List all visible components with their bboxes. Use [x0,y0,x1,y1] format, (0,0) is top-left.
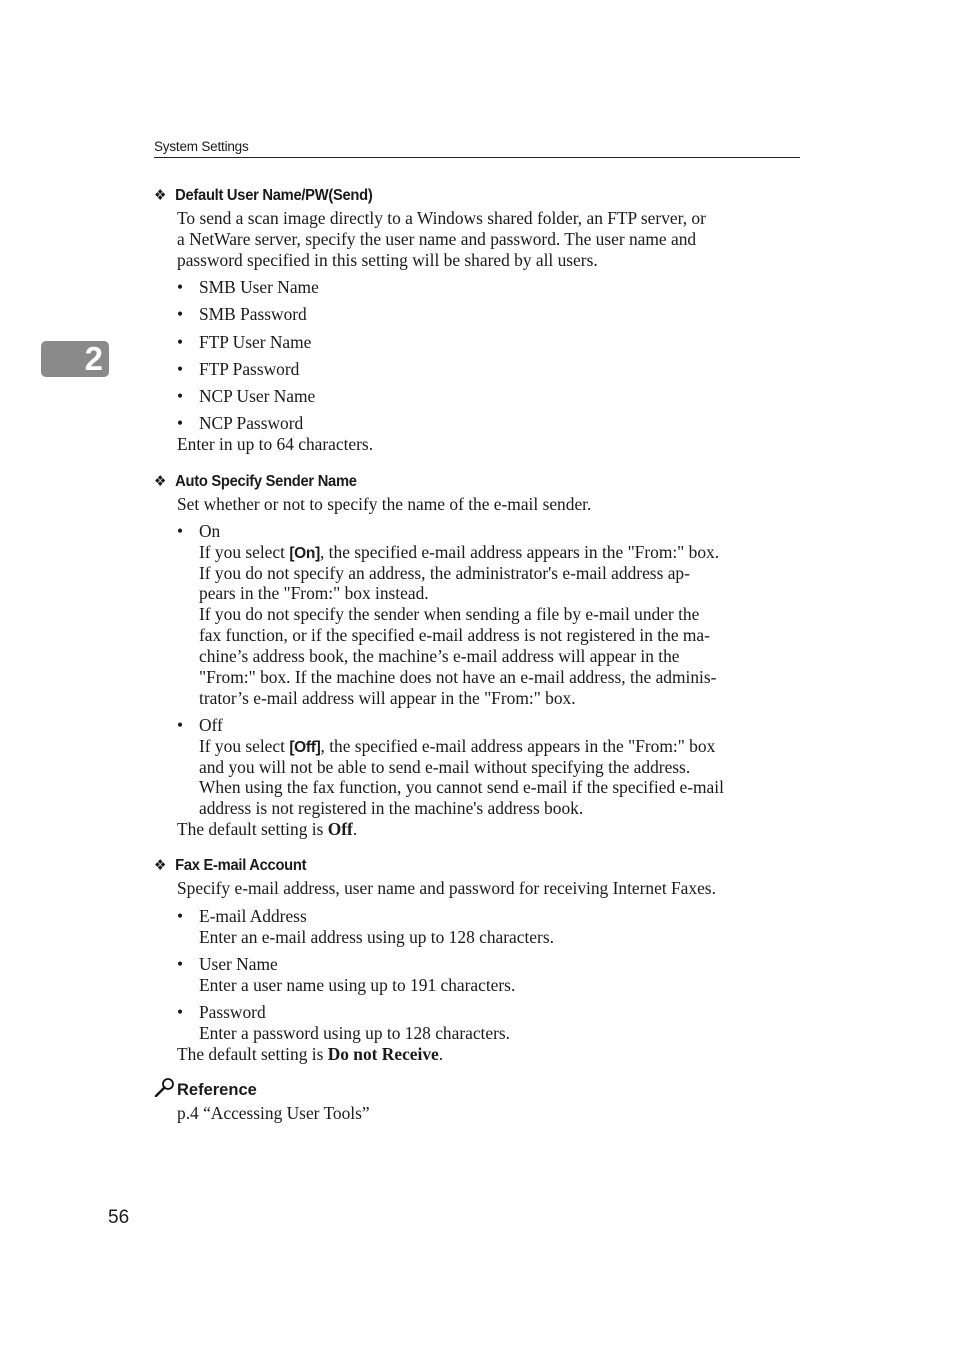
list-item: • SMB User Name [177,277,319,297]
off-description-line: and you will not be able to send e-mail without specifying the address. [199,757,691,777]
diamond-bullet-icon: ❖ [154,187,167,204]
section1-note: Enter in up to 64 characters. [177,434,374,454]
diamond-bullet-icon: ❖ [154,473,167,490]
on-description-line: trator’s e-mail address will appear in the "From:" box. [199,688,576,708]
on-description-line: pears in the "From:" box instead. [199,583,429,603]
on-description-line: "From:" box. If the machine does not have an e-mail address, the adminis- [199,667,717,687]
list-item-on: • On [177,521,221,541]
section1-intro-line: a NetWare server, specify the user name and password. The user name and [177,229,697,249]
list-item: • FTP User Name [177,332,312,352]
list-item: • E-mail Address [177,906,307,926]
on-description-line: If you select [On], the specified e-mail address appears in the "From:" box. [199,542,720,562]
key-label-off: [Off] [289,739,321,756]
on-description-line: If you do not specify an address, the administrator's e-mail address ap- [199,563,690,583]
section1-intro-line: password specified in this setting will be shared by all users. [177,250,598,270]
diamond-bullet-icon: ❖ [154,857,167,874]
off-description-line: If you select [Off], the specified e-mail address appears in the "From:" box [199,736,716,756]
section1-intro-line: To send a scan image directly to a Windows shared folder, an FTP server, or [177,208,706,228]
list-item: • NCP Password [177,413,304,433]
section2-default: The default setting is Off. [177,819,358,839]
key-label-on: [On] [289,545,320,562]
reference-heading: Reference [154,1077,257,1100]
section-title-fax-email-account: ❖ Fax E-mail Account [154,857,307,874]
item-description: Enter a password using up to 128 characters. [199,1023,511,1043]
running-header: System Settings [154,139,800,158]
list-item: • User Name [177,954,278,974]
off-description-line: When using the fax function, you cannot send e-mail if the specified e-mail [199,777,724,797]
section-title-default-user-name: ❖ Default User Name/PW(Send) [154,187,373,204]
list-item: • SMB Password [177,304,307,324]
section2-intro: Set whether or not to specify the name of the e-mail sender. [177,494,592,514]
on-description-line: fax function, or if the specified e-mail address is not registered in the ma- [199,625,710,645]
section3-default: The default setting is Do not Receive. [177,1044,444,1064]
list-item-off: • Off [177,715,223,735]
item-description: Enter a user name using up to 191 characters. [199,975,516,995]
list-item: • Password [177,1002,266,1022]
off-description-line: address is not registered in the machine's address book. [199,798,584,818]
magnifier-icon [154,1077,176,1097]
reference-link[interactable]: p.4 “Accessing User Tools” [177,1103,370,1123]
chapter-tab [41,341,109,377]
section3-intro: Specify e-mail address, user name and password for receiving Internet Faxes. [177,878,716,898]
on-description-line: chine’s address book, the machine’s e-mail address will appear in the [199,646,680,666]
list-item: • FTP Password [177,359,300,379]
chapter-number: 2 [84,340,103,377]
on-description-line: If you do not specify the sender when sending a file by e-mail under the [199,604,700,624]
list-item: • NCP User Name [177,386,316,406]
page-number: 56 [108,1207,130,1228]
section-title-auto-specify-sender: ❖ Auto Specify Sender Name [154,473,357,490]
item-description: Enter an e-mail address using up to 128 characters. [199,927,554,947]
